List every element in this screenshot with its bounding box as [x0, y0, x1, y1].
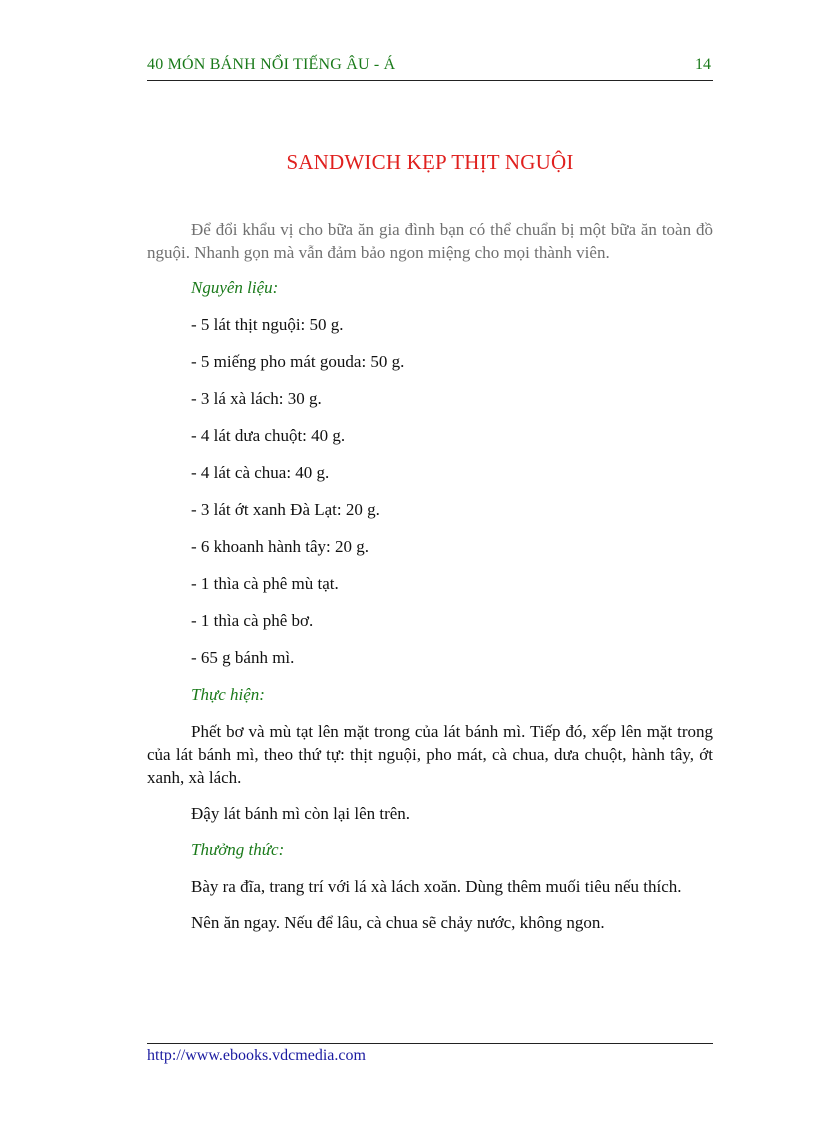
- ingredient-item: - 6 khoanh hành tây: 20 g.: [191, 537, 369, 556]
- footer-url-link[interactable]: http://www.ebooks.vdcmedia.com: [147, 1047, 366, 1064]
- ingredient-item: - 5 lát thịt nguội: 50 g.: [191, 315, 344, 334]
- book-title: 40 MÓN BÁNH NỔI TIẾNG ÂU - Á: [147, 56, 396, 73]
- method-heading: Thực hiện:: [191, 685, 265, 704]
- method-paragraph: Phết bơ và mù tạt lên mặt trong của lát bánh mì. Tiếp đó, xếp lên mặt trong của lát bánh mì, theo thứ tự: thịt nguội, pho mát, cà chua, dưa chuột, hành tây, ớt xanh, xà lách.: [147, 722, 713, 787]
- intro-paragraph: Để đổi khẩu vị cho bữa ăn gia đình bạn có thể chuẩn bị một bữa ăn toàn đồ nguội. Nhanh gọn mà vẫn đảm bảo ngon miệng cho mọi thành viên.: [147, 220, 713, 262]
- page-number: 14: [695, 56, 711, 73]
- ingredients-heading: Nguyên liệu:: [191, 278, 279, 297]
- page-footer: [147, 1043, 713, 1065]
- recipe-content: [147, 218, 713, 947]
- ingredient-item: - 5 miếng pho mát gouda: 50 g.: [191, 352, 405, 371]
- ingredient-item: - 4 lát dưa chuột: 40 g.: [191, 426, 346, 445]
- ingredient-item: - 3 lá xà lách: 30 g.: [191, 389, 322, 408]
- serving-paragraph: Nên ăn ngay. Nếu để lâu, cà chua sẽ chảy nước, không ngon.: [191, 913, 605, 932]
- ingredient-item: - 4 lát cà chua: 40 g.: [191, 463, 330, 482]
- serving-heading: Thưởng thức:: [191, 840, 285, 859]
- ingredient-item: - 65 g bánh mì.: [191, 648, 295, 667]
- ingredients-list: [147, 313, 713, 669]
- ingredient-item: - 3 lát ớt xanh Đà Lạt: 20 g.: [191, 500, 380, 519]
- ingredient-item: - 1 thìa cà phê bơ.: [191, 611, 314, 630]
- method-paragraph: Đậy lát bánh mì còn lại lên trên.: [191, 804, 411, 823]
- page-header: [147, 56, 713, 81]
- ingredient-item: - 1 thìa cà phê mù tạt.: [191, 574, 339, 593]
- recipe-title: SANDWICH KẸP THỊT NGUỘI: [286, 150, 574, 174]
- serving-paragraph: Bày ra đĩa, trang trí với lá xà lách xoăn. Dùng thêm muối tiêu nếu thích.: [191, 877, 682, 896]
